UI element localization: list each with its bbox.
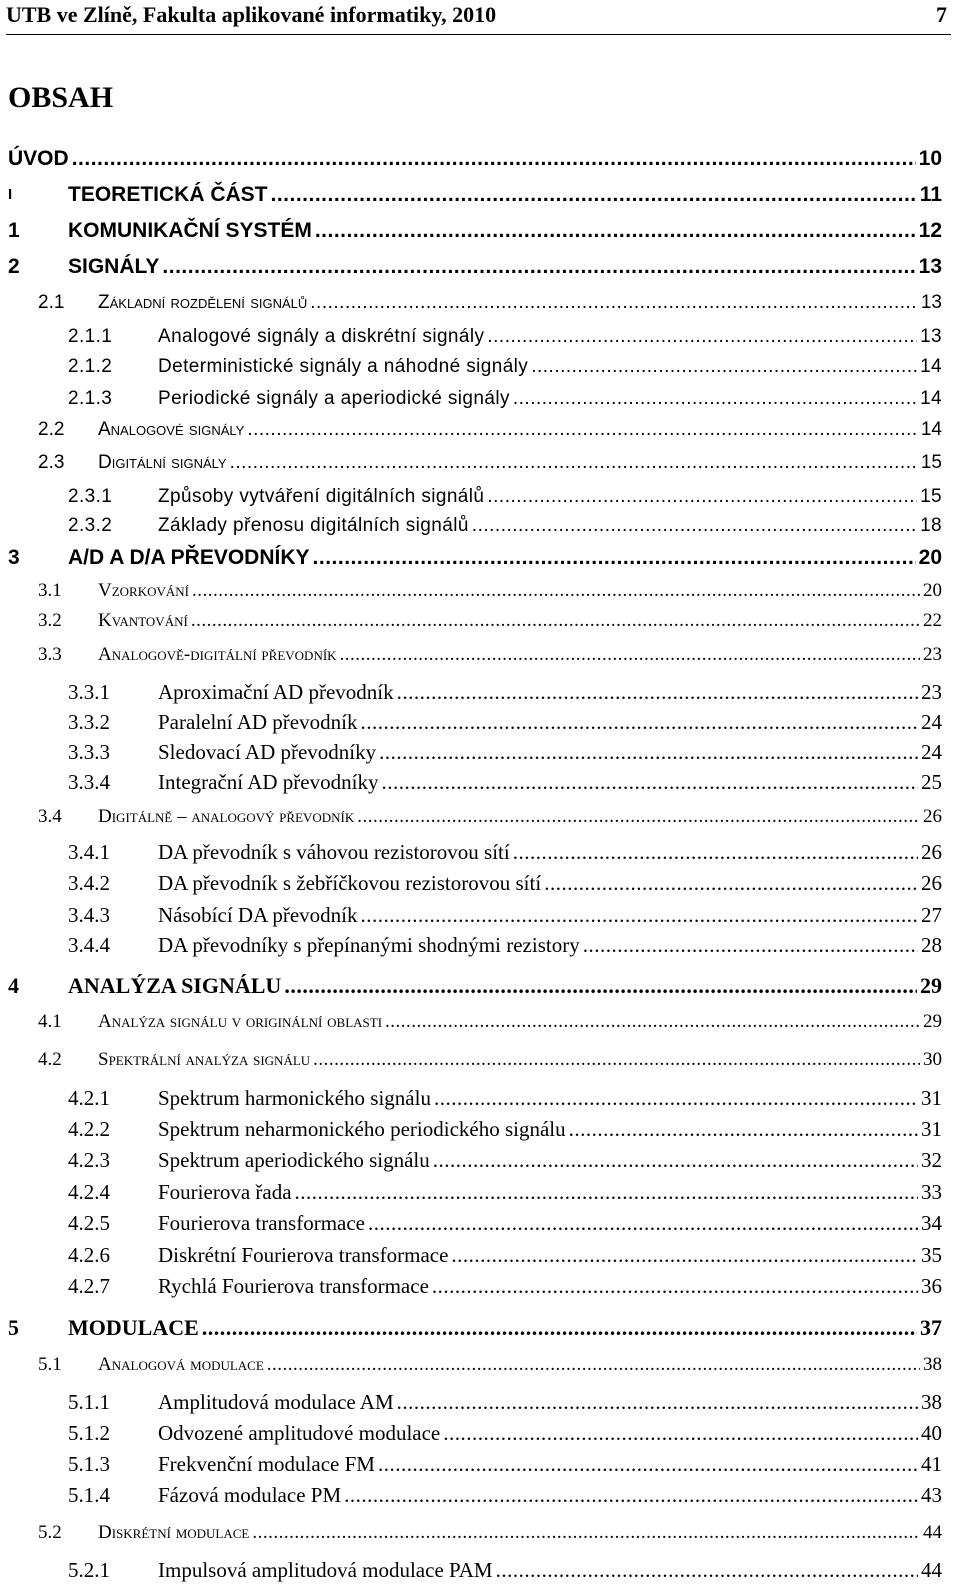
toc-entry-number: 1 bbox=[8, 219, 20, 242]
toc-entry-number: 4.2.3 bbox=[68, 1148, 110, 1172]
toc-entry-number: 3.4.2 bbox=[68, 871, 110, 895]
toc-leader-dots bbox=[432, 1271, 918, 1301]
toc-entry-title: Analogová modulace bbox=[98, 1354, 264, 1375]
toc-entry-title: Analogové signály bbox=[98, 419, 245, 440]
toc-entry-page: 33 bbox=[921, 1180, 942, 1204]
toc-leader-dots bbox=[202, 1313, 917, 1343]
toc-entry-page: 15 bbox=[920, 486, 942, 507]
toc-entry-title: Rychlá Fourierova transformace bbox=[158, 1274, 429, 1298]
toc-entry-title: MODULACE bbox=[68, 1315, 199, 1340]
toc-entry-number: 3.3.1 bbox=[68, 680, 110, 704]
toc-entry[interactable] bbox=[0, 543, 960, 573]
toc-entry-number: 5.1.2 bbox=[68, 1421, 110, 1445]
toc-entry-page: 14 bbox=[920, 388, 942, 409]
toc-entry-number: 5 bbox=[8, 1315, 19, 1340]
toc-entry[interactable] bbox=[0, 930, 960, 960]
toc-entry-page: 14 bbox=[920, 356, 942, 377]
toc-leader-dots bbox=[381, 767, 918, 797]
toc-entry[interactable] bbox=[0, 1518, 960, 1548]
toc-entry-number: 3.3.2 bbox=[68, 710, 110, 734]
toc-entry-title: Spektrum aperiodického signálu bbox=[158, 1148, 430, 1172]
toc-entry-number: 5.2 bbox=[38, 1522, 62, 1543]
toc-entry-title: Kvantování bbox=[98, 610, 188, 631]
toc-entry[interactable] bbox=[0, 1177, 960, 1207]
toc-entry[interactable] bbox=[0, 1114, 960, 1144]
toc-leader-dots bbox=[267, 1350, 920, 1380]
toc-entry-number: 2.1.3 bbox=[68, 388, 113, 409]
toc-leader-dots bbox=[310, 288, 918, 318]
toc-entry-number: 2.1.1 bbox=[68, 326, 113, 347]
toc-entry[interactable] bbox=[0, 352, 960, 382]
toc-entry-title: Spektrum harmonického signálu bbox=[158, 1086, 431, 1110]
toc-leader-dots bbox=[271, 180, 917, 210]
toc-entry-number: I bbox=[8, 186, 13, 203]
toc-entry-number: 5.1.3 bbox=[68, 1452, 110, 1476]
toc-entry-page: 36 bbox=[921, 1274, 942, 1298]
toc-entry[interactable] bbox=[0, 322, 960, 352]
toc-entry[interactable] bbox=[0, 482, 960, 512]
toc-leader-dots bbox=[378, 1449, 918, 1479]
toc-entry-number: 2.3.2 bbox=[68, 515, 113, 536]
toc-entry-title: Způsoby vytváření digitálních signálů bbox=[158, 486, 485, 507]
toc-entry[interactable] bbox=[0, 288, 960, 318]
toc-leader-dots bbox=[344, 1480, 918, 1510]
toc-entry-title: Analogově-digitální převodník bbox=[98, 644, 337, 665]
toc-leader-dots bbox=[443, 1418, 918, 1448]
toc-entry-number: 2.1 bbox=[38, 292, 65, 313]
toc-entry-number: 3.4.1 bbox=[68, 840, 110, 864]
toc-entry-number: 3.3.4 bbox=[68, 770, 110, 794]
toc-entry-page: 38 bbox=[921, 1390, 942, 1414]
toc-entry-page: 15 bbox=[920, 452, 942, 473]
header-title: UTB ve Zlíně, Fakulta aplikované informatiky, 2010 bbox=[6, 2, 497, 27]
toc-entry[interactable] bbox=[0, 1083, 960, 1113]
toc-entry-number: 2.1.2 bbox=[68, 356, 113, 377]
toc-entry-page: 34 bbox=[921, 1211, 942, 1235]
toc-entry[interactable] bbox=[0, 1480, 960, 1510]
toc-entry-number: 4.1 bbox=[38, 1011, 62, 1032]
toc-entry-title: Fourierova řada bbox=[158, 1180, 292, 1204]
toc-entry-page: 24 bbox=[921, 710, 942, 734]
toc-leader-dots bbox=[313, 543, 916, 573]
toc-entry-number: 2 bbox=[8, 255, 20, 278]
toc-entry-page: 13 bbox=[920, 292, 942, 313]
toc-entry-title: Spektrální analýza signálu bbox=[98, 1049, 311, 1070]
toc-title: OBSAH bbox=[8, 81, 114, 114]
toc-entry-number: 3.1 bbox=[38, 580, 62, 601]
toc-leader-dots bbox=[357, 802, 920, 832]
toc-entry-number: 5.1.1 bbox=[68, 1390, 110, 1414]
toc-entry-title: ÚVOD bbox=[8, 147, 69, 170]
toc-entry-title: Fázová modulace PM bbox=[158, 1483, 342, 1507]
toc-leader-dots bbox=[360, 900, 918, 930]
toc-leader-dots bbox=[313, 1045, 920, 1075]
toc-entry[interactable] bbox=[0, 1418, 960, 1448]
toc-entry[interactable] bbox=[0, 415, 960, 445]
toc-entry-title: Základní rozdělení signálů bbox=[98, 292, 308, 313]
toc-entry-title: Sledovací AD převodníky bbox=[158, 740, 377, 764]
toc-entry-page: 18 bbox=[920, 515, 942, 536]
toc-entry-number: 3.3 bbox=[38, 644, 62, 665]
toc-leader-dots bbox=[513, 384, 917, 414]
toc-entry-page: 13 bbox=[920, 326, 942, 347]
toc-entry-title: Analýza signálu v originální oblasti bbox=[98, 1011, 383, 1032]
toc-entry-number: 3.4 bbox=[38, 806, 62, 827]
toc-entry-title: Fourierova transformace bbox=[158, 1211, 365, 1235]
toc-entry-number: 4.2.4 bbox=[68, 1180, 110, 1204]
toc-entry-title: DA převodník s žebříčkovou rezistorovou sítí bbox=[158, 871, 542, 895]
toc-entry-number: 3.4.3 bbox=[68, 903, 110, 927]
toc-entry[interactable] bbox=[0, 1449, 960, 1479]
toc-entry[interactable] bbox=[0, 900, 960, 930]
toc-entry-page: 38 bbox=[923, 1354, 942, 1375]
toc-entry-page: 41 bbox=[921, 1452, 942, 1476]
page-header bbox=[6, 0, 951, 35]
toc-entry-number: 5.1 bbox=[38, 1354, 62, 1375]
toc-entry-page: 27 bbox=[921, 903, 942, 927]
toc-leader-dots bbox=[451, 1240, 918, 1270]
toc-entry-number: 4.2.6 bbox=[68, 1243, 110, 1267]
toc-entry-title: Základy přenosu digitálních signálů bbox=[158, 515, 469, 536]
toc-entry-page: 35 bbox=[921, 1243, 942, 1267]
toc-entry-number: 4.2.1 bbox=[68, 1086, 110, 1110]
toc-entry-page: 30 bbox=[923, 1049, 942, 1070]
toc-entry-page: 20 bbox=[918, 546, 942, 569]
toc-entry-number: 4.2.5 bbox=[68, 1211, 110, 1235]
toc-leader-dots bbox=[472, 511, 917, 541]
toc-entry-number: 4.2 bbox=[38, 1049, 62, 1070]
toc-entry-title: DA převodník s váhovou rezistorovou sítí bbox=[158, 840, 510, 864]
toc-entry-page: 28 bbox=[921, 933, 942, 957]
toc-entry-title: Diskrétní Fourierova transformace bbox=[158, 1243, 449, 1267]
toc-entry-number: 3.2 bbox=[38, 610, 62, 631]
toc-leader-dots bbox=[72, 144, 916, 174]
toc-entry-title: TEORETICKÁ ČÁST bbox=[68, 183, 268, 206]
toc-entry[interactable] bbox=[0, 1271, 960, 1301]
toc-leader-dots bbox=[252, 1518, 920, 1548]
toc-entry-page: 31 bbox=[921, 1117, 942, 1141]
toc-entry-page: 24 bbox=[921, 740, 942, 764]
toc-leader-dots bbox=[295, 1177, 918, 1207]
toc-entry[interactable] bbox=[0, 384, 960, 414]
toc-entry-page: 12 bbox=[918, 219, 942, 242]
toc-entry-page: 26 bbox=[921, 840, 942, 864]
toc-entry-number: 2.2 bbox=[38, 419, 65, 440]
toc-entry[interactable] bbox=[0, 677, 960, 707]
toc-leader-dots bbox=[397, 677, 918, 707]
toc-entry[interactable] bbox=[0, 1145, 960, 1175]
toc-entry-number: 2.3 bbox=[38, 452, 65, 473]
toc-entry[interactable] bbox=[0, 707, 960, 737]
toc-entry-number: 5.2.1 bbox=[68, 1558, 110, 1582]
toc-entry-title: A/D A D/A PŘEVODNÍKY bbox=[68, 546, 310, 569]
toc-entry-number: 2.3.1 bbox=[68, 486, 113, 507]
toc-entry-page: 31 bbox=[921, 1086, 942, 1110]
toc-entry-title: Amplitudová modulace AM bbox=[158, 1390, 394, 1414]
toc-entry[interactable] bbox=[0, 511, 960, 541]
toc-entry-page: 25 bbox=[921, 770, 942, 794]
page-number: 7 bbox=[936, 2, 947, 27]
toc-entry-number: 3 bbox=[8, 546, 20, 569]
toc-entry-title: Odvozené amplitudové modulace bbox=[158, 1421, 441, 1445]
toc-entry-title: KOMUNIKAČNÍ SYSTÉM bbox=[68, 219, 312, 242]
toc-entry-page: 32 bbox=[921, 1148, 942, 1172]
toc-entry[interactable] bbox=[0, 252, 960, 282]
toc-entry-page: 23 bbox=[921, 680, 942, 704]
toc-entry-number: 4.2.7 bbox=[68, 1274, 110, 1298]
toc-leader-dots bbox=[191, 606, 920, 636]
toc-entry-title: Analogové signály a diskrétní signály bbox=[158, 326, 485, 347]
toc-leader-dots bbox=[531, 352, 917, 382]
toc-entry-page: 26 bbox=[923, 806, 942, 827]
toc-entry[interactable] bbox=[0, 640, 960, 670]
toc-entry-page: 44 bbox=[921, 1558, 942, 1582]
toc-entry[interactable] bbox=[0, 837, 960, 867]
toc-leader-dots bbox=[340, 640, 920, 670]
toc-entry[interactable] bbox=[0, 448, 960, 478]
toc-entry-title: Impulsová amplitudová modulace PAM bbox=[158, 1558, 493, 1582]
toc-entry-page: 22 bbox=[923, 610, 942, 631]
toc-entry[interactable] bbox=[0, 216, 960, 246]
toc-leader-dots bbox=[162, 252, 915, 282]
toc-entry-page: 26 bbox=[921, 871, 942, 895]
toc-entry-page: 43 bbox=[921, 1483, 942, 1507]
toc-leader-dots bbox=[379, 737, 918, 767]
toc-entry[interactable] bbox=[0, 1045, 960, 1075]
toc-entry[interactable] bbox=[0, 1208, 960, 1238]
toc-entry-title: Deterministické signály a náhodné signály bbox=[158, 356, 529, 377]
toc-entry[interactable] bbox=[0, 1007, 960, 1037]
toc-entry-title: Digitálně – analogový převodník bbox=[98, 806, 355, 827]
toc-entry-page: 10 bbox=[918, 147, 942, 170]
toc-entry[interactable] bbox=[0, 1240, 960, 1270]
toc-entry-title: Paralelní AD převodník bbox=[158, 710, 358, 734]
toc-entry-number: 4 bbox=[8, 973, 19, 998]
toc-entry-title: Spektrum neharmonického periodického signálu bbox=[158, 1117, 566, 1141]
toc-leader-dots bbox=[284, 971, 917, 1001]
toc-leader-dots bbox=[385, 1007, 920, 1037]
toc-entry-page: 20 bbox=[923, 580, 942, 601]
toc-entry[interactable] bbox=[0, 868, 960, 898]
toc-entry[interactable] bbox=[0, 1350, 960, 1380]
toc-entry-number: 5.1.4 bbox=[68, 1483, 110, 1507]
toc-entry[interactable] bbox=[0, 576, 960, 606]
toc-leader-dots bbox=[544, 868, 918, 898]
toc-entry[interactable] bbox=[0, 767, 960, 797]
toc-leader-dots bbox=[315, 216, 916, 246]
toc-entry-title: Frekvenční modulace FM bbox=[158, 1452, 375, 1476]
toc-entry-page: 23 bbox=[923, 644, 942, 665]
toc-entry-page: 37 bbox=[920, 1315, 942, 1340]
toc-leader-dots bbox=[230, 448, 918, 478]
toc-leader-dots bbox=[487, 322, 917, 352]
toc-entry-page: 13 bbox=[918, 255, 942, 278]
toc-entry-title: Diskrétní modulace bbox=[98, 1522, 250, 1543]
toc-entry[interactable] bbox=[0, 802, 960, 832]
toc-leader-dots bbox=[397, 1387, 918, 1417]
toc-leader-dots bbox=[247, 415, 918, 445]
toc-leader-dots bbox=[569, 1114, 918, 1144]
toc-entry[interactable] bbox=[0, 971, 960, 1001]
toc-entry-title: Periodické signály a aperiodické signály bbox=[158, 388, 510, 409]
toc-leader-dots bbox=[513, 837, 918, 867]
toc-leader-dots bbox=[368, 1208, 918, 1238]
toc-leader-dots bbox=[434, 1083, 918, 1113]
toc-entry-title: Násobící DA převodník bbox=[158, 903, 358, 927]
toc-entry-page: 44 bbox=[923, 1522, 942, 1543]
toc-entry[interactable] bbox=[0, 1387, 960, 1417]
toc-entry-number: 4.2.2 bbox=[68, 1117, 110, 1141]
toc-entry-page: 29 bbox=[920, 973, 942, 998]
toc-entry[interactable] bbox=[0, 1313, 960, 1343]
toc-entry-title: ANALÝZA SIGNÁLU bbox=[68, 973, 282, 998]
toc-entry-title: SIGNÁLY bbox=[68, 255, 160, 278]
toc-leader-dots bbox=[487, 482, 917, 512]
toc-entry-title: Vzorkování bbox=[98, 580, 189, 601]
toc-entry[interactable] bbox=[0, 144, 960, 174]
toc-entry-title: Aproximační AD převodník bbox=[158, 680, 394, 704]
toc-entry-page: 11 bbox=[919, 183, 942, 206]
toc-entry-number: 3.4.4 bbox=[68, 933, 110, 957]
toc-entry[interactable] bbox=[0, 606, 960, 636]
toc-entry-title: Integrační AD převodníky bbox=[158, 770, 379, 794]
toc-leader-dots bbox=[583, 930, 918, 960]
toc-leader-dots bbox=[433, 1145, 918, 1175]
toc-entry-title: Digitální signály bbox=[98, 452, 227, 473]
toc-entry-page: 29 bbox=[923, 1011, 942, 1032]
toc-leader-dots bbox=[360, 707, 918, 737]
toc-entry-page: 40 bbox=[921, 1421, 942, 1445]
toc-leader-dots bbox=[192, 576, 920, 606]
toc-entry[interactable] bbox=[0, 737, 960, 767]
toc-entry-title: DA převodníky s přepínanými shodnými rezistory bbox=[158, 933, 580, 957]
toc-entry-number: 3.3.3 bbox=[68, 740, 110, 764]
toc-entry[interactable] bbox=[0, 180, 960, 210]
toc-entry-page: 14 bbox=[920, 419, 942, 440]
